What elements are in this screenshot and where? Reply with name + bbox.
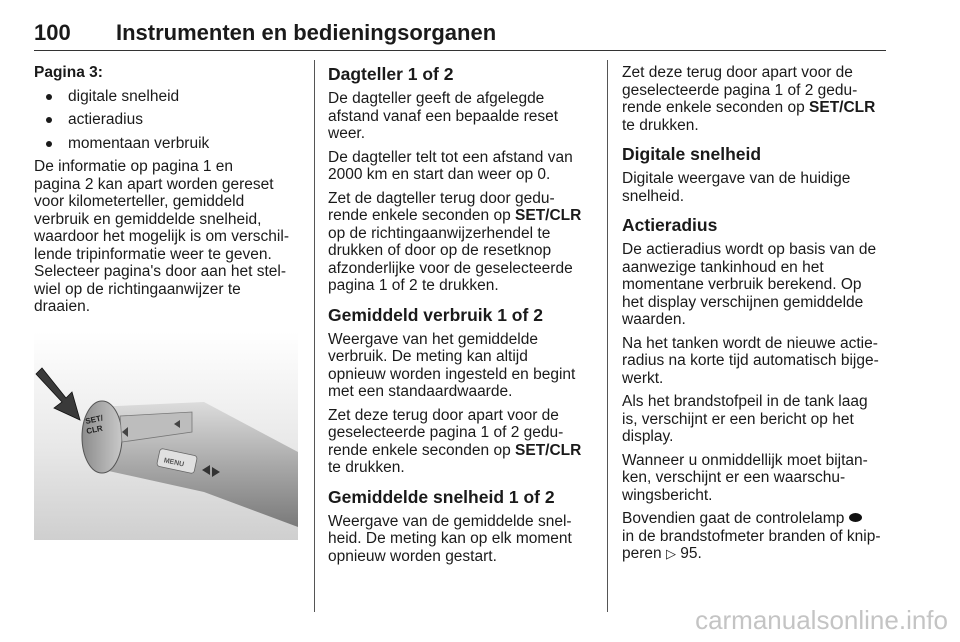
paragraph: Zet de dagteller terug door gedu- rende enkele seconden op SET/CLR op de richtingaanwijzerhendel te drukken of door op de resetknop afzonderlijke voor de geselecteerde pagina 1 of 2 te drukken. — [328, 189, 582, 294]
paragraph: Wanneer u onmiddellijk moet bijtan- ken, verschijnt er een waarschu- wingsbericht. — [622, 451, 868, 504]
section-heading: Actieradius — [622, 215, 718, 235]
paragraph: Zet deze terug door apart voor de geselecteerde pagina 1 of 2 gedu- rende enkele seconden op SET/CLR te drukken. — [328, 406, 582, 476]
section-heading: Gemiddelde snelheid 1 of 2 — [328, 486, 555, 507]
column-divider — [607, 60, 608, 612]
page-reference[interactable]: 95. — [675, 545, 702, 562]
bullet-list — [34, 88, 302, 153]
page-reference-arrow-icon[interactable]: ▷ — [665, 547, 676, 562]
page-header — [34, 20, 886, 51]
page-title: Instrumenten en bedieningsorganen — [116, 20, 497, 45]
turn-signal-lever-illustration — [34, 332, 298, 540]
fuel-warning-lamp-icon — [849, 513, 862, 522]
paragraph: De dagteller geeft de afgelegde afstand vanaf een bepaalde reset weer. — [328, 90, 559, 142]
list-item: actieradius — [34, 111, 302, 129]
list-item: momentaan verbruik — [34, 135, 302, 153]
paragraph: Bovendien gaat de controlelamp in de brandstofmeter branden of knip- peren ▷ 95. — [622, 510, 881, 562]
column-2 — [328, 64, 590, 571]
section-heading: Dagteller 1 of 2 — [328, 64, 454, 84]
column-1 — [34, 64, 302, 322]
set-clr-label: SET/ — [84, 413, 104, 426]
column-3 — [622, 64, 888, 570]
svg-text:CLR: CLR — [85, 423, 104, 436]
list-item: digitale snelheid — [34, 88, 302, 106]
menu-label: MENU — [163, 457, 185, 469]
column-divider — [314, 60, 315, 612]
set-clr-button — [82, 401, 122, 473]
watermark: carmanualsonline.info — [695, 605, 948, 635]
page-number: 100 — [34, 20, 71, 45]
paragraph: Zet deze terug door apart voor de geselecteerde pagina 1 of 2 gedu- rende enkele seconden op SET/CLR te drukken. — [622, 64, 876, 134]
section-heading: Digitale snelheid — [622, 144, 762, 164]
paragraph: De dagteller telt tot een afstand van 2000 km en start dan weer op 0. — [328, 148, 573, 183]
page3-label: Pagina 3: — [34, 64, 103, 81]
paragraph: Weergave van de gemiddelde snel- heid. De meting kan op elk moment opnieuw worden gestart. — [328, 512, 572, 565]
paragraph: Weergave van het gemiddelde verbruik. De meting kan altijd opnieuw worden ingesteld en begint met een standaardwaarde. — [328, 330, 576, 400]
paragraph: De actieradius wordt op basis van de aanwezige tankinhoud en het momentane verbruik berekend. Op het display verschijnen gemiddelde waarden. — [622, 241, 877, 328]
paragraph: Digitale weergave van de huidige snelheid. — [622, 170, 851, 205]
section-heading: Gemiddeld verbruik 1 of 2 — [328, 304, 543, 325]
paragraph: Na het tanken wordt de nieuwe actie- radius na korte tijd automatisch bijge- werkt. — [622, 334, 879, 387]
reset-info-paragraph: De informatie op pagina 1 en pagina 2 kan apart worden gereset voor kilometerteller, gemiddeld verbruik en gemiddelde snelheid, waardoor het mogelijk is om verschil- lende tripinformatie weer te geven. Selecteer pagina's door aan het stel- wiel op de richtingaanwijzer te draaien. — [34, 158, 289, 315]
paragraph: Als het brandstofpeil in de tank laag is, verschijnt er een bericht op het display. — [622, 393, 868, 445]
